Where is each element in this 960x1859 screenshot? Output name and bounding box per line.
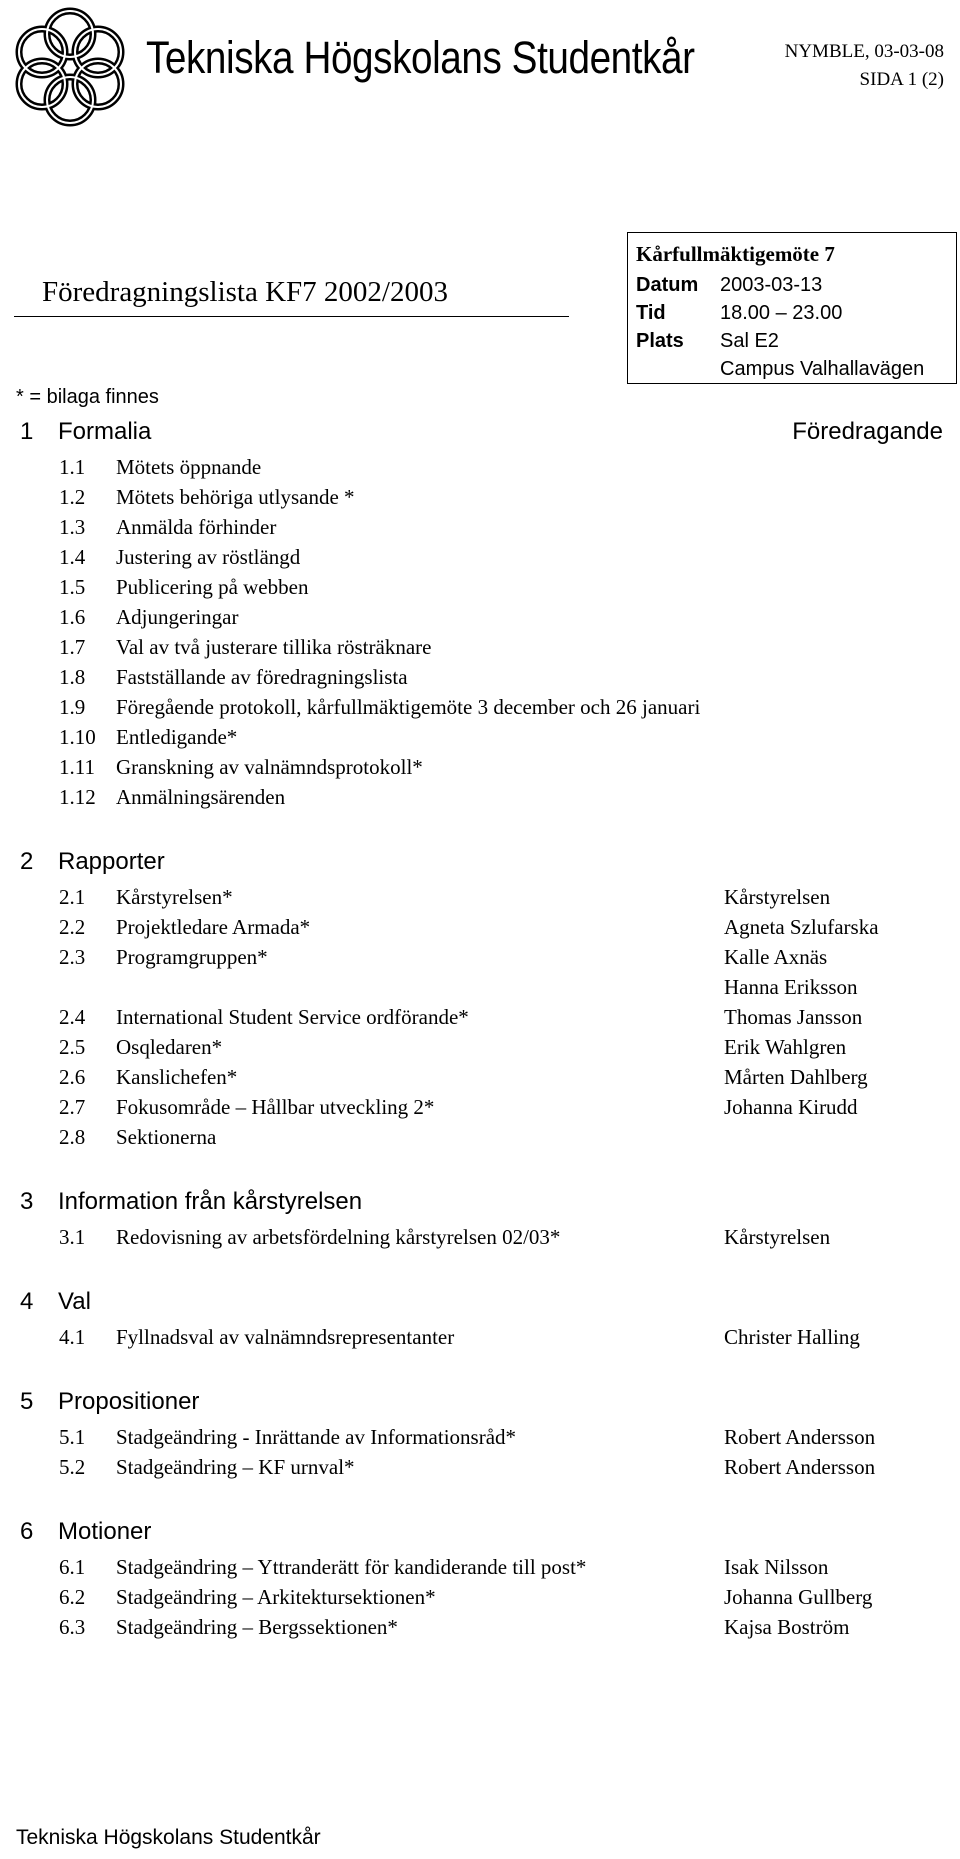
item-number: 1.4 xyxy=(59,545,86,569)
item-presenter: Kalle Axnäs xyxy=(724,945,828,969)
item-presenter: Kårstyrelsen xyxy=(724,885,831,909)
item-presenter: Johanna Kirudd xyxy=(724,1095,858,1119)
meeting-date-label: Datum xyxy=(636,274,699,296)
item-number: 2.8 xyxy=(59,1125,86,1149)
item-number: 3.1 xyxy=(59,1225,86,1249)
agenda-item xyxy=(0,452,960,482)
item-presenter: Erik Wahlgren xyxy=(724,1035,847,1059)
item-title: Fyllnadsval av valnämndsrepresentanter xyxy=(116,1325,455,1349)
agenda-item xyxy=(0,632,960,662)
item-number: 5.1 xyxy=(59,1425,86,1449)
item-title: Sektionerna xyxy=(116,1125,217,1149)
page-number: SIDA 1 (2) xyxy=(859,69,944,90)
presenter-column-header: Föredragande xyxy=(792,418,943,445)
item-title: Adjungeringar xyxy=(116,605,239,629)
section-title: Motioner xyxy=(58,1518,152,1545)
agenda-item xyxy=(0,942,960,972)
agenda-item xyxy=(0,572,960,602)
item-title: Stadgeändring – Yttranderätt för kandiderande till post* xyxy=(116,1555,587,1579)
item-number: 1.1 xyxy=(59,455,86,479)
attachment-note: * = bilaga finnes xyxy=(16,386,159,408)
section-number: 4 xyxy=(20,1288,34,1315)
meeting-place-row-continued xyxy=(636,355,948,383)
section-number: 2 xyxy=(20,848,34,875)
meeting-time-row xyxy=(636,299,948,327)
item-number: 1.11 xyxy=(59,755,95,779)
item-number: 1.8 xyxy=(59,665,86,689)
item-presenter: Johanna Gullberg xyxy=(724,1585,873,1609)
section-title: Rapporter xyxy=(58,848,165,875)
agenda-item xyxy=(0,1552,960,1582)
item-number: 2.3 xyxy=(59,945,86,969)
agenda-section xyxy=(0,1512,960,1642)
section-heading xyxy=(0,842,960,882)
agenda-item xyxy=(0,482,960,512)
section-number: 3 xyxy=(20,1188,34,1215)
meeting-place-label: Plats xyxy=(636,330,684,352)
item-presenter: Isak Nilsson xyxy=(724,1555,829,1579)
agenda-list xyxy=(0,412,960,1672)
item-presenter: Robert Andersson xyxy=(724,1425,876,1449)
item-title: Stadgeändring – KF urnval* xyxy=(116,1455,355,1479)
agenda-item xyxy=(0,1002,960,1032)
item-title: Osqledaren* xyxy=(116,1035,223,1059)
item-title: Redovisning av arbetsfördelning kårstyrelsen 02/03* xyxy=(116,1225,561,1249)
item-presenter: Robert Andersson xyxy=(724,1455,876,1479)
item-title: International Student Service ordförande* xyxy=(116,1005,469,1029)
section-title: Formalia xyxy=(58,418,152,445)
document-title: Föredragningslista KF7 2002/2003 xyxy=(42,276,448,308)
section-heading xyxy=(0,1382,960,1422)
section-heading xyxy=(0,1282,960,1322)
item-presenter: Kajsa Boström xyxy=(724,1615,850,1639)
item-title: Granskning av valnämndsprotokoll* xyxy=(116,755,423,779)
section-number: 1 xyxy=(20,418,34,445)
item-number: 6.2 xyxy=(59,1585,86,1609)
item-title: Publicering på webben xyxy=(116,575,309,599)
agenda-item xyxy=(0,882,960,912)
meeting-place-value: Sal E2 xyxy=(720,330,779,352)
item-number: 2.4 xyxy=(59,1005,86,1029)
agenda-item xyxy=(0,512,960,542)
meeting-time-label: Tid xyxy=(636,302,666,324)
item-number: 1.5 xyxy=(59,575,86,599)
footer-organization: Tekniska Högskolans Studentkår xyxy=(16,1826,321,1849)
item-number: 1.6 xyxy=(59,605,86,629)
agenda-item xyxy=(0,1092,960,1122)
item-title: Programgruppen* xyxy=(116,945,268,969)
item-number: 2.6 xyxy=(59,1065,86,1089)
item-title: Fokusområde – Hållbar utveckling 2* xyxy=(116,1095,435,1119)
item-number: 1.7 xyxy=(59,635,86,659)
item-number: 2.7 xyxy=(59,1095,86,1119)
agenda-item xyxy=(0,1612,960,1642)
agenda-item xyxy=(0,542,960,572)
section-title: Val xyxy=(58,1288,91,1315)
agenda-item xyxy=(0,912,960,942)
item-title: Fastställande av föredragningslista xyxy=(116,665,408,689)
item-title: Föregående protokoll, kårfullmäktigemöte 3 december och 26 januari xyxy=(116,695,701,719)
item-title: Stadgeändring – Arkitektursektionen* xyxy=(116,1585,436,1609)
agenda-item xyxy=(0,602,960,632)
item-presenter: Christer Halling xyxy=(724,1325,860,1349)
item-presenter: Kårstyrelsen xyxy=(724,1225,831,1249)
item-number: 1.12 xyxy=(59,785,96,809)
item-number: 2.5 xyxy=(59,1035,86,1059)
item-title: Stadgeändring - Inrättande av Informationsråd* xyxy=(116,1425,517,1449)
meeting-campus-value: Campus Valhallavägen xyxy=(720,358,925,380)
agenda-item xyxy=(0,1452,960,1482)
section-heading xyxy=(0,412,960,452)
meeting-time-value: 18.00 – 23.00 xyxy=(720,302,843,324)
agenda-item xyxy=(0,752,960,782)
meeting-place-row xyxy=(636,327,948,355)
item-number: 1.9 xyxy=(59,695,86,719)
agenda-section xyxy=(0,842,960,1152)
agenda-item xyxy=(0,1222,960,1252)
item-presenter: Agneta Szlufarska xyxy=(724,915,879,939)
interlocking-rings-logo-icon xyxy=(8,4,132,128)
item-presenter: Mårten Dahlberg xyxy=(724,1065,868,1089)
agenda-section xyxy=(0,412,960,812)
agenda-item xyxy=(0,1032,960,1062)
item-number: 2.1 xyxy=(59,885,86,909)
section-number: 6 xyxy=(20,1518,34,1545)
organization-name: Tekniska Högskolans Studentkår xyxy=(146,32,695,83)
item-number: 1.10 xyxy=(59,725,96,749)
agenda-item xyxy=(0,1062,960,1092)
section-title: Information från kårstyrelsen xyxy=(58,1188,363,1215)
item-title: Justering av röstlängd xyxy=(116,545,301,569)
item-number: 6.3 xyxy=(59,1615,86,1639)
agenda-item xyxy=(0,722,960,752)
agenda-section xyxy=(0,1282,960,1352)
agenda-item xyxy=(0,782,960,812)
document-reference xyxy=(785,38,944,94)
reference-line: NYMBLE, 03-03-08 xyxy=(784,41,944,62)
item-title: Val av två justerare tillika rösträknare xyxy=(116,635,432,659)
item-title: Anmälningsärenden xyxy=(116,785,286,809)
agenda-item xyxy=(0,1422,960,1452)
item-number: 5.2 xyxy=(59,1455,86,1479)
item-title: Kanslichefen* xyxy=(116,1065,238,1089)
title-underline xyxy=(14,316,569,317)
section-number: 5 xyxy=(20,1388,34,1415)
item-title: Projektledare Armada* xyxy=(116,915,311,939)
item-presenter: Thomas Jansson xyxy=(724,1005,863,1029)
section-heading xyxy=(0,1182,960,1222)
meeting-date-value: 2003-03-13 xyxy=(720,274,823,296)
item-title: Mötets öppnande xyxy=(116,455,262,479)
agenda-item xyxy=(0,692,960,722)
meeting-title: Kårfullmäktigemöte 7 xyxy=(636,242,835,266)
agenda-item xyxy=(0,972,960,1002)
meeting-info-box xyxy=(627,232,957,384)
item-title: Anmälda förhinder xyxy=(116,515,277,539)
item-number: 6.1 xyxy=(59,1555,86,1579)
item-title: Kårstyrelsen* xyxy=(116,885,233,909)
item-number: 2.2 xyxy=(59,915,86,939)
item-number: 1.3 xyxy=(59,515,86,539)
item-title: Entledigande* xyxy=(116,725,238,749)
item-title: Stadgeändring – Bergssektionen* xyxy=(116,1615,398,1639)
agenda-section xyxy=(0,1382,960,1482)
item-presenter: Hanna Eriksson xyxy=(724,975,858,999)
agenda-item xyxy=(0,662,960,692)
agenda-item xyxy=(0,1322,960,1352)
item-number: 4.1 xyxy=(59,1325,86,1349)
meeting-date-row xyxy=(636,271,948,299)
section-heading xyxy=(0,1512,960,1552)
item-number: 1.2 xyxy=(59,485,86,509)
agenda-item xyxy=(0,1122,960,1152)
item-title: Mötets behöriga utlysande * xyxy=(116,485,355,509)
agenda-item xyxy=(0,1582,960,1612)
section-title: Propositioner xyxy=(58,1388,200,1415)
agenda-section xyxy=(0,1182,960,1252)
